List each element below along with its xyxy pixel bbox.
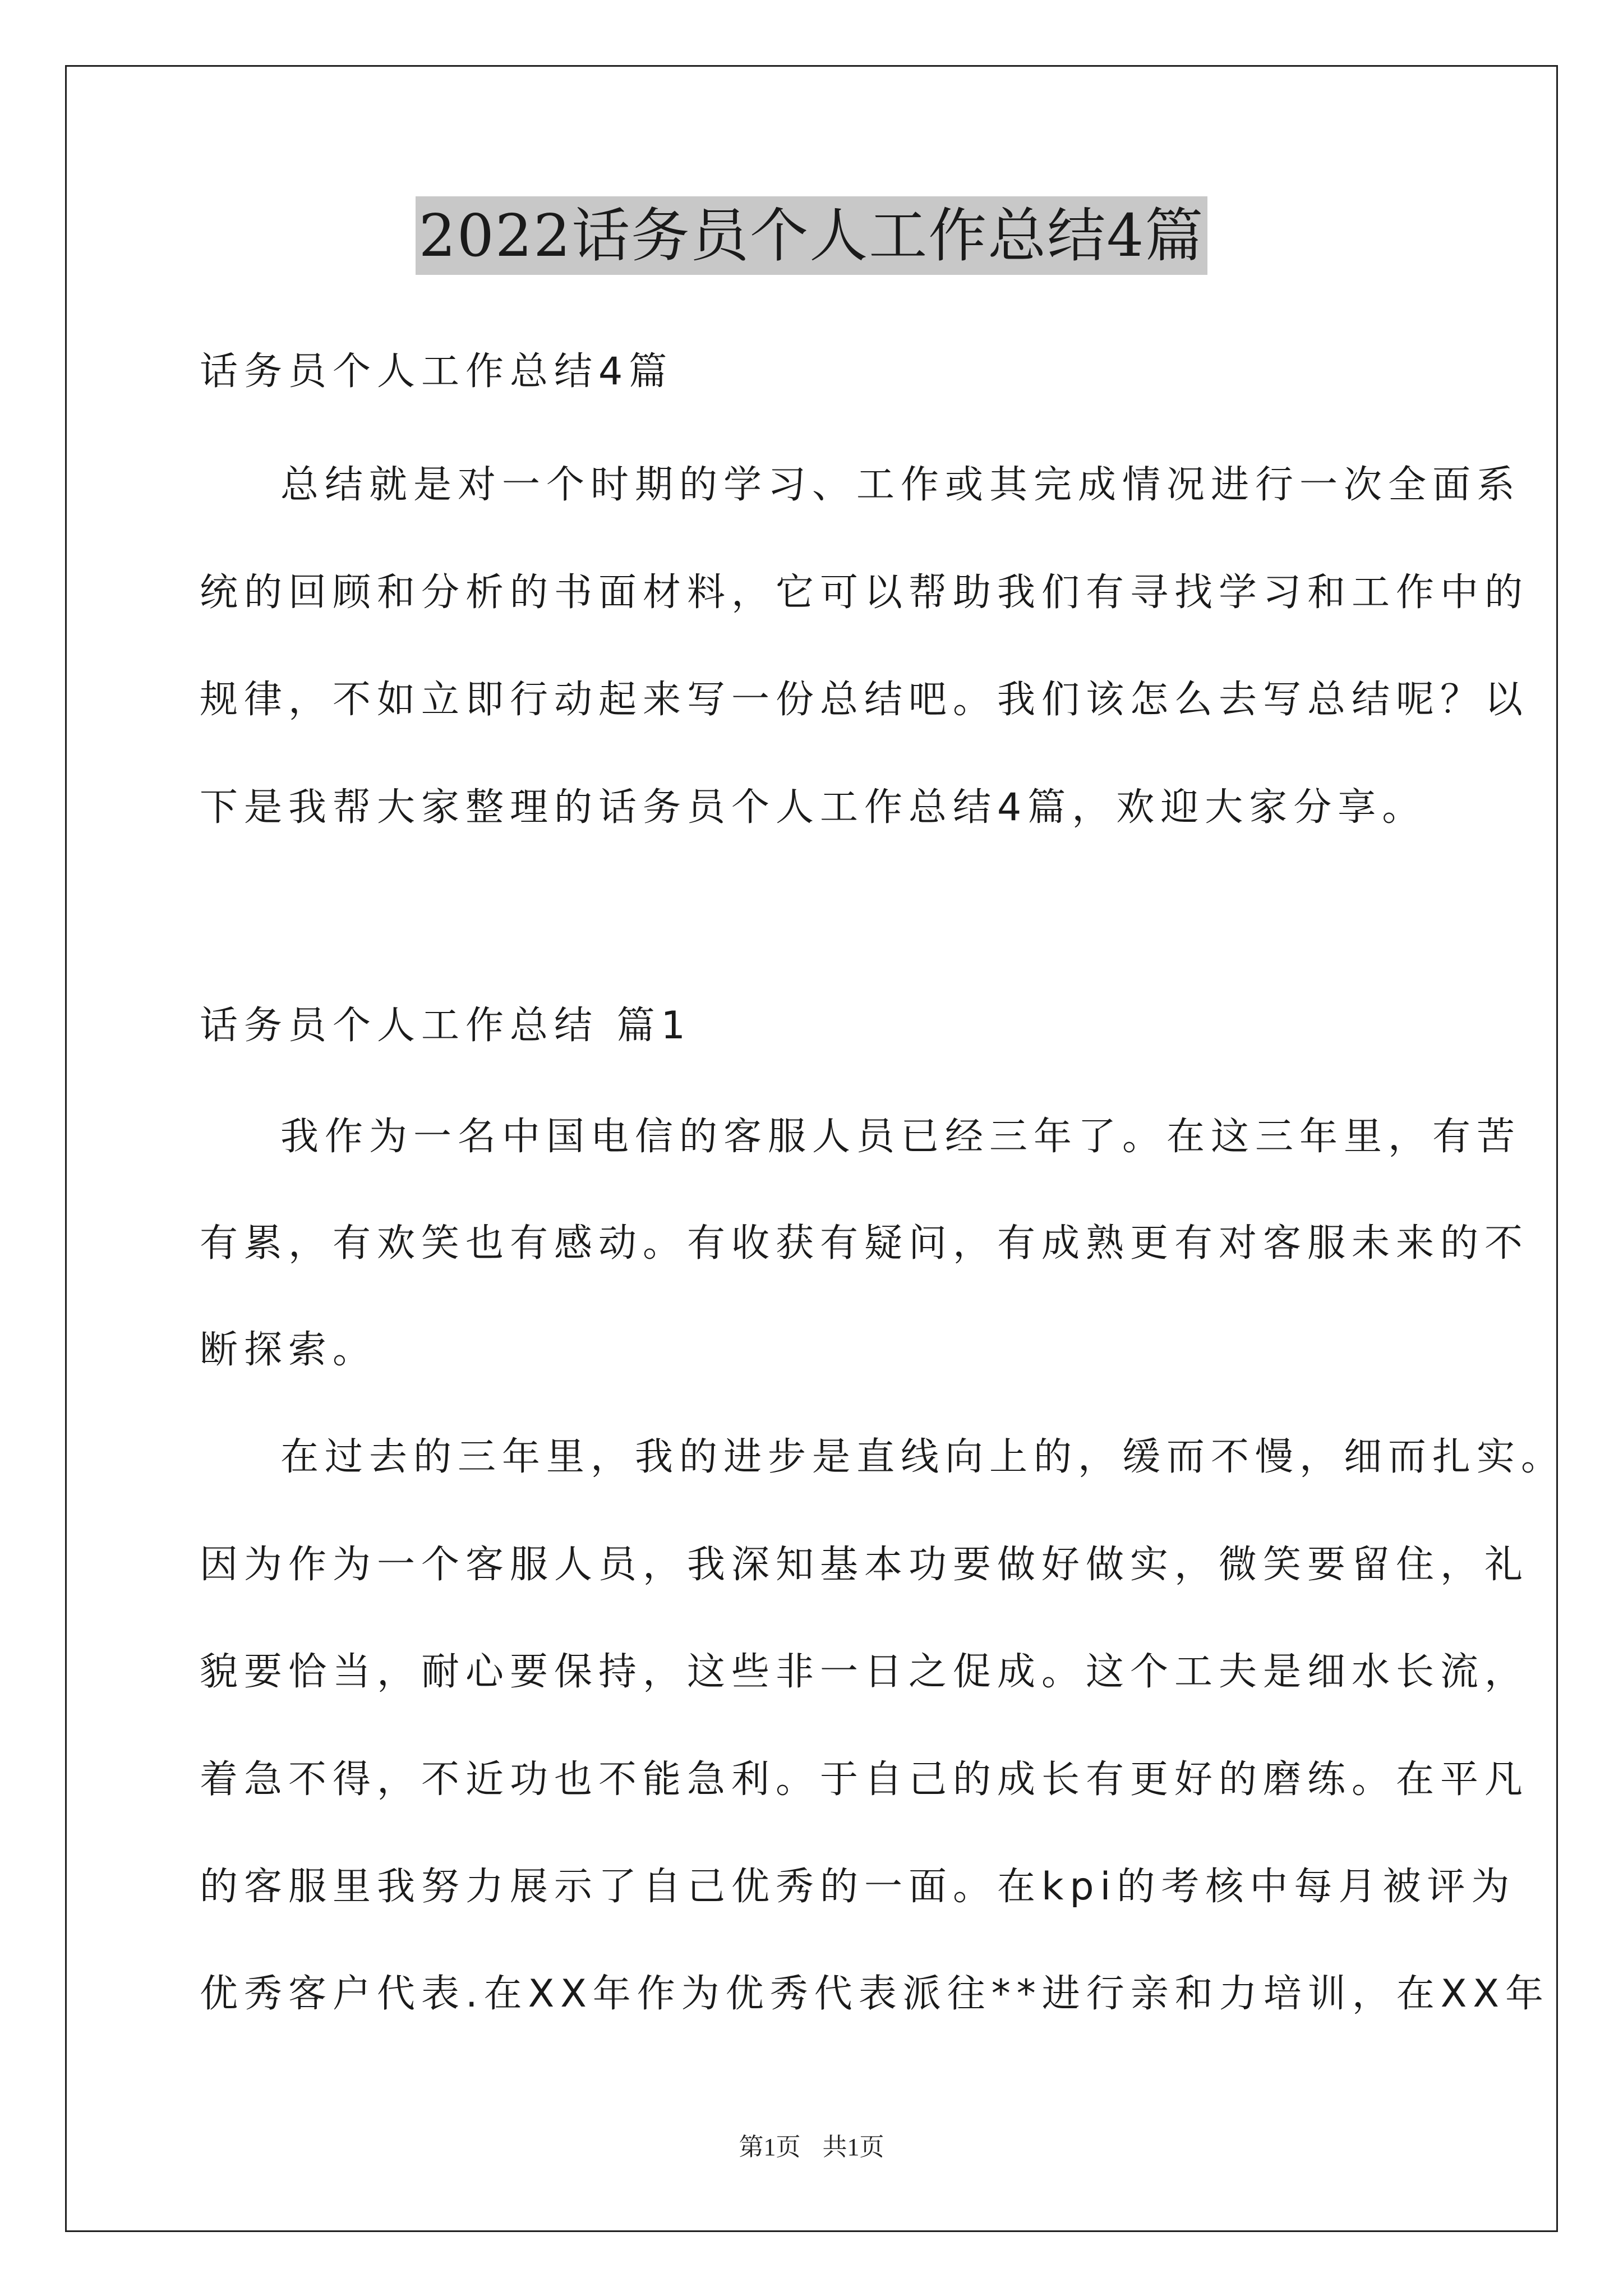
paragraph-line-5: 因为作为一个客服人员，我深知基本功要做好做实，微笑要留住，礼 [200,1543,1529,1587]
subtitle: 话务员个人工作总结4篇 [200,349,674,394]
paragraph-line-1: 我作为一名中国电信的客服人员已经三年了。在这三年里，有苦 [280,1115,1521,1159]
paragraph-line-6: 貌要恰当，耐心要保持，这些非一日之促成。这个工夫是细水长流， [200,1650,1529,1694]
title-container [0,196,1623,275]
page-number: 第1页 [739,2133,801,2161]
intro-line-3: 规律，不如立即行动起来写一份总结吧。我们该怎么去写总结呢？以 [200,678,1529,722]
section-heading: 话务员个人工作总结 篇1 [200,1004,691,1048]
intro-line-1: 总结就是对一个时期的学习、工作或其完成情况进行一次全面系 [280,463,1521,507]
paragraph-line-2: 有累，有欢笑也有感动。有收获有疑问，有成熟更有对客服未来的不 [200,1221,1529,1266]
paragraph-line-8: 的客服里我努力展示了自己优秀的一面。在kpi的考核中每月被评为 [200,1865,1516,1909]
page-total: 共1页 [822,2133,884,2161]
paragraph-line-4: 在过去的三年里，我的进步是直线向上的，缓而不慢，细而扎实。 [280,1435,1566,1479]
intro-line-4: 下是我帮大家整理的话务员个人工作总结4篇，欢迎大家分享。 [200,785,1427,830]
paragraph-line-3: 断探索。 [200,1328,377,1372]
paragraph-line-7: 着急不得，不近功也不能急利。于自己的成长有更好的磨练。在平凡 [200,1757,1529,1802]
intro-line-2: 统的回顾和分析的书面材料，它可以帮助我们有寻找学习和工作中的 [200,570,1529,615]
document-title: 2022话务员个人工作总结4篇 [416,196,1208,275]
page-footer [0,2131,1623,2164]
paragraph-line-9: 优秀客户代表.在XX年作为优秀代表派往**进行亲和力培训，在XX年 [200,1972,1550,2016]
